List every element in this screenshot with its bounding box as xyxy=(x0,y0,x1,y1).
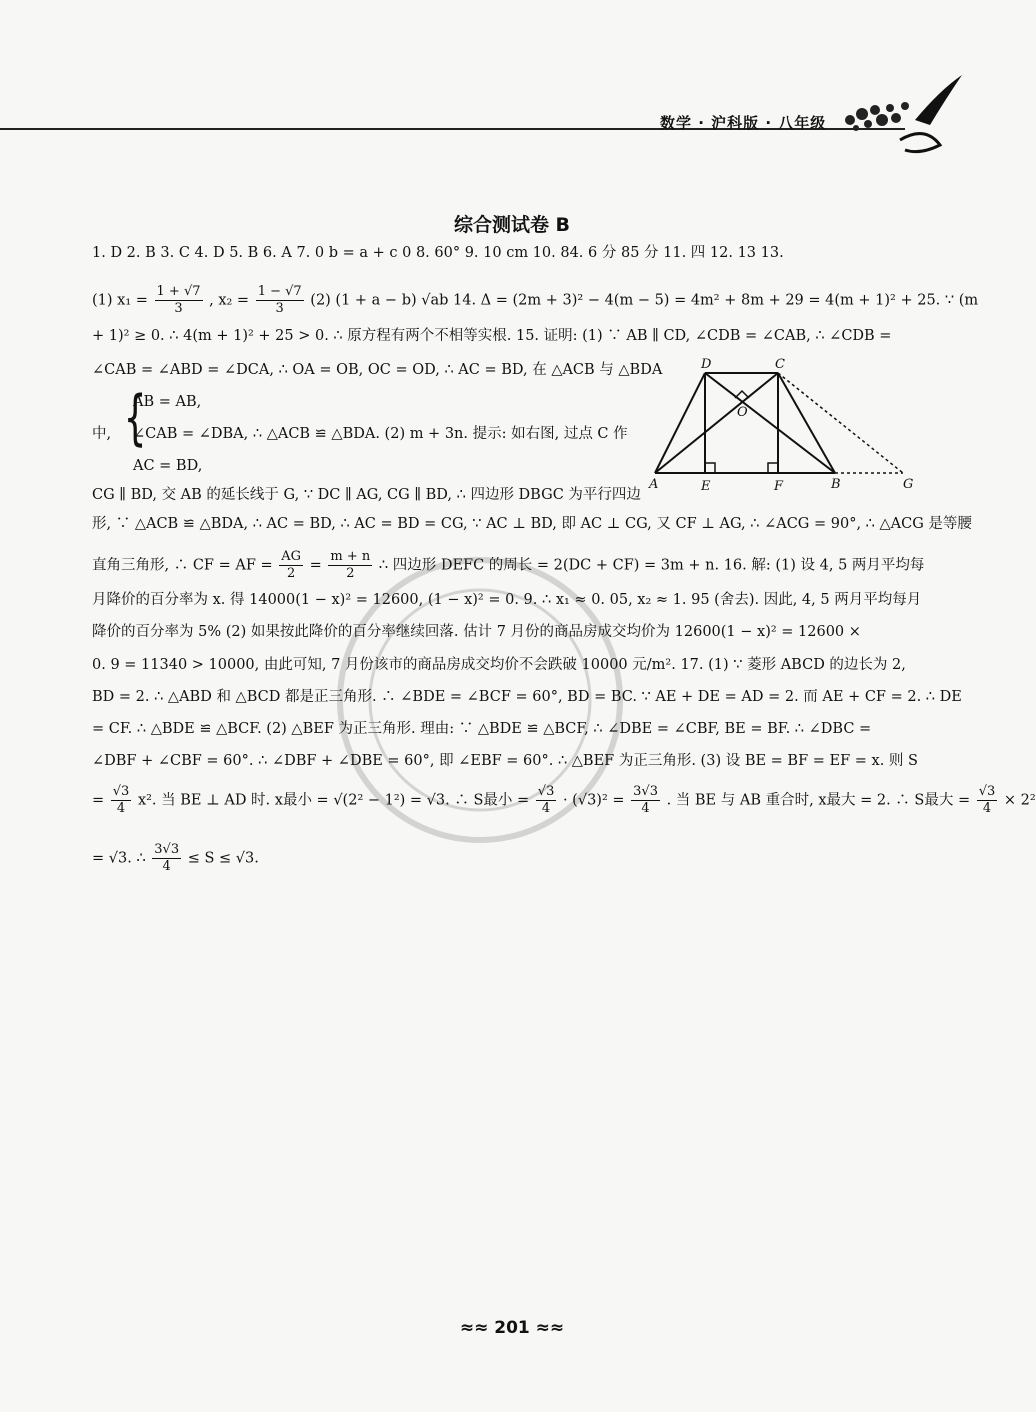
label-o: O xyxy=(737,405,748,420)
bird-decoration-icon xyxy=(820,70,970,160)
text-sqrt3: = √3. ∴ xyxy=(92,850,146,867)
label-g: G xyxy=(903,477,914,492)
answer-line-15 xyxy=(92,842,259,875)
answer-line-8: 月降价的百分率为 x. 得 14000(1 − x)² = 12600, (1 − x)² = 0. 9. ∴ x₁ ≈ 0. 05, x₂ ≈ 1. 95 (舍去). 因此, 4, 5 两月平均每月 xyxy=(92,592,922,608)
fraction-ag: $\frac{AG}{2}$ xyxy=(281,549,302,581)
equation-cab: ∠CAB = ∠DBA, ∴ △ACB ≌ △BDA. (2) m + 3n. 提示: 如右图, 过点 C 作 xyxy=(133,426,628,442)
page-number-value: 201 xyxy=(494,1318,530,1338)
header-title: 数学 · 沪科版 · 八年级 xyxy=(660,114,827,132)
answer-line-11: BD = 2. ∴ △ABD 和 △BCD 都是正三角形. ∴ ∠BDE = ∠BCF = 60°, BD = BC. ∵ AE + DE = AD = 2. 而 AE + CF = 2. ∴ DE xyxy=(92,689,962,705)
answer-line-1: 1. D 2. B 3. C 4. D 5. B 6. A 7. 0 b = a + c 0 8. 60° 9. 10 cm 10. 84. 6 分 85 分 11. 四 12. 13 13. xyxy=(92,245,784,261)
text-eq: = xyxy=(92,792,105,809)
text-xmin: x². 当 BE ⊥ AD 时. x最小 = √(2² − 1²) = √3. ∴ S最小 = xyxy=(137,792,530,809)
equation-ab: AB = AB, xyxy=(133,394,202,410)
fraction-x1: $\frac{1 + √7}{3}$ xyxy=(156,284,201,316)
text-13-1: (1) x₁ = xyxy=(92,292,148,309)
text-range: ≤ S ≤ √3. xyxy=(187,850,259,867)
answer-line-12: = CF. ∴ △BDE ≌ △BCF. (2) △BEF 为正三角形. 理由: ∵ △BDE ≌ △BCF, ∴ ∠DBE = ∠CBF, BE = BF. ∴ ∠DBC = xyxy=(92,721,872,737)
fraction-mn: $\frac{m + n}{2}$ xyxy=(330,549,371,581)
answer-line-3: + 1)² ≥ 0. ∴ 4(m + 1)² + 25 > 0. ∴ 原方程有两个不相等实根. 15. 证明: (1) ∵ AB ∥ CD, ∠CDB = ∠CAB, ∴ ∠CDB = xyxy=(92,328,892,344)
label-b: B xyxy=(831,477,841,492)
label-d: D xyxy=(701,357,712,372)
answer-line-4: ∠CAB = ∠ABD = ∠DCA, ∴ OA = OB, OC = OD, ∴ AC = BD, 在 △ACB 与 △BDA xyxy=(92,362,663,378)
answer-line-6: 形, ∵ △ACB ≌ △BDA, ∴ AC = BD, ∴ AC = BD = CG, ∵ AC ⊥ BD, 即 AC ⊥ CG, 又 CF ⊥ AG, ∴ ∠ACG = 90°, ∴ △ACG 是等腰 xyxy=(92,516,972,532)
page-number xyxy=(0,1318,1024,1338)
text-xmax: . 当 BE 与 AB 重合时, x最大 = 2. ∴ S最大 = xyxy=(666,792,971,809)
answer-line-7: 直角三角形, ∴ CF = AF = $\frac{AG}{2}$ = $\frac{m + n}{2}$ ∴ 四边形 DEFC 的周长 = 2(DC + CF) = 3m + n. 16. 解: (1) 设 4, 5 两月平均每 xyxy=(92,549,925,581)
fraction-3r3-b: $\frac{3√3}{4}$ xyxy=(154,842,180,874)
text-cf-af: 直角三角形, ∴ CF = AF = xyxy=(92,557,273,574)
label-c: C xyxy=(775,357,785,372)
label-f: F xyxy=(774,479,784,494)
fraction-3r3-a: $\frac{3√3}{4}$ xyxy=(633,784,658,816)
text-zhong: 中, xyxy=(92,426,112,442)
equation-ac: AC = BD, xyxy=(133,458,203,474)
fraction-r3-c: $\frac{√3}{4}$ xyxy=(978,784,996,816)
fraction-r3-b: $\frac{√3}{4}$ xyxy=(537,784,555,816)
text-sq: · (√3)² = xyxy=(562,792,625,809)
watermark-stamp-icon xyxy=(320,540,640,860)
label-e: E xyxy=(701,479,711,494)
wave-right-icon: ≈≈ xyxy=(535,1318,565,1338)
text-x2: , x₂ = xyxy=(209,292,250,309)
answer-line-5: CG ∥ BD, 交 AB 的延长线于 G, ∵ DC ∥ AG, CG ∥ BD, ∴ 四边形 DBGC 为平行四边 xyxy=(92,487,641,503)
fraction-r3-a: $\frac{√3}{4}$ xyxy=(112,784,130,816)
wave-left-icon: ≈≈ xyxy=(459,1318,489,1338)
trapezoid-figure xyxy=(645,348,925,493)
answer-line-9: 降价的百分率为 5% (2) 如果按此降价的百分率继续回落. 估计 7 月份的商品房成交均价为 12600(1 − x)² = 12600 × xyxy=(92,624,861,640)
text-13-2: (2) (1 + a − b) √ab 14. Δ = (2m + 3)² − 4(m − 5) = 4m² + 8m + 29 = 4(m + 1)² + 25. ∵ (m xyxy=(310,292,979,309)
text-perimeter: ∴ 四边形 DEFC 的周长 = 2(DC + CF) = 3m + n. 16. 解: (1) 设 4, 5 两月平均每 xyxy=(378,557,925,574)
text-times: × 2² xyxy=(1003,792,1036,809)
page-title: 综合测试卷 B xyxy=(453,214,571,236)
label-a: A xyxy=(649,477,659,492)
answer-line-10: 0. 9 = 11340 > 10000, 由此可知, 7 月份该市的商品房成交均价不会跌破 10000 元/m². 17. (1) ∵ 菱形 ABCD 的边长为 2, xyxy=(92,657,906,673)
answer-line-13: ∠DBF + ∠CBF = 60°. ∴ ∠DBF + ∠DBE = 60°, 即 ∠EBF = 60°. ∴ △BEF 为正三角形. (3) 设 BE = BF = EF = x. 则 S xyxy=(92,753,918,769)
answer-line-2 xyxy=(92,284,978,317)
brace: { xyxy=(123,383,147,453)
fraction-x2: $\frac{1 - √7}{3}$ xyxy=(257,284,302,316)
